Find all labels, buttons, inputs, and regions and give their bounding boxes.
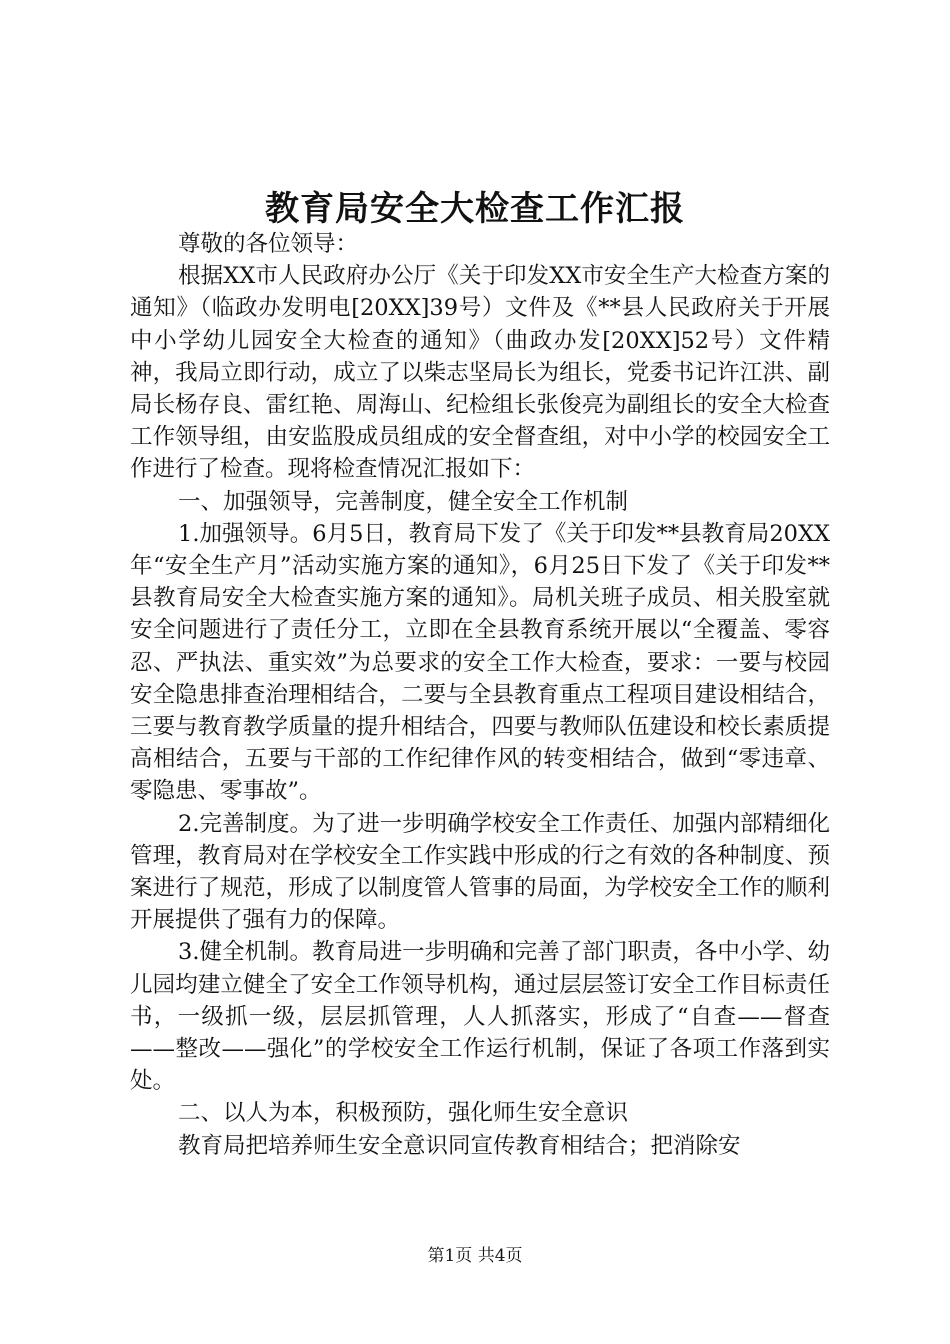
paragraph-system: 2.完善制度。为了进一步明确学校安全工作责任、加强内部精细化管理，教育局对在学校安全工作实践中形成的行之有效的各种制度、预案进行了规范，形成了以制度管人管事的局面，为学校安全工作的顺利开展提供了强有力的保障。	[130, 810, 830, 934]
salutation: 尊敬的各位领导：	[178, 231, 359, 257]
section-heading-1: 一、加强领导，完善制度，健全安全工作机制	[178, 488, 629, 515]
paragraph-awareness: 教育局把培养师生安全意识同宣传教育相结合；把消除安	[178, 1132, 741, 1159]
paragraph-intro: 根据XX市人民政府办公厅《关于印发XX市安全生产大检查方案的通知》（临政办发明电[20XX]39号）文件及《**县人民政府关于开展中小学幼儿园安全大检查的通知》（曲政办发[20XX]52号）文件精神，我局立即行动，成立了以柴志坚局长为组长，党委书记许江洪、副局长杨存良、雷红艳、周海山、纪检组长张俊亮为副组长的安全大检查工作领导组，由安监股成员组成的安全督查组，对中小学的校园安全工作进行了检查。现将检查情况汇报如下：	[130, 263, 830, 483]
paragraph-leadership: 1.加强领导。6月5日，教育局下发了《关于印发**县教育局20XX年“安全生产月”活动实施方案的通知》，6月25日下发了《关于印发**县教育局安全大检查实施方案的通知》。局机关班子成员、相关股室就安全问题进行了责任分工，立即在全县教育系统开展以“全覆盖、零容忍、严执法、重实效”为总要求的安全工作大检查，要求：一要与校园安全隐患排查治理相结合，二要与全县教育重点工程项目建设相结合，三要与教育教学质量的提升相结合，四要与教师队伍建设和校长素质提高相结合，五要与干部的工作纪律作风的转变相结合，做到“零违章、零隐患、零事故”。	[130, 520, 830, 805]
section-heading-2: 二、以人为本，积极预防，强化师生安全意识	[178, 1100, 629, 1127]
document-title: 教育局安全大检查工作汇报	[265, 189, 685, 229]
document-body	[130, 228, 830, 1162]
paragraph-mechanism: 3.健全机制。教育局进一步明确和完善了部门职责，各中小学、幼儿园均建立健全了安全工作领导机构，通过层层签订安全工作目标责任书，一级抓一级，层层抓管理，人人抓落实，形成了“自查——督查——整改——强化”的学校安全工作运行机制，保证了各项工作落到实处。	[130, 939, 830, 1095]
page-footer: 第1页 共4页	[427, 1246, 523, 1266]
